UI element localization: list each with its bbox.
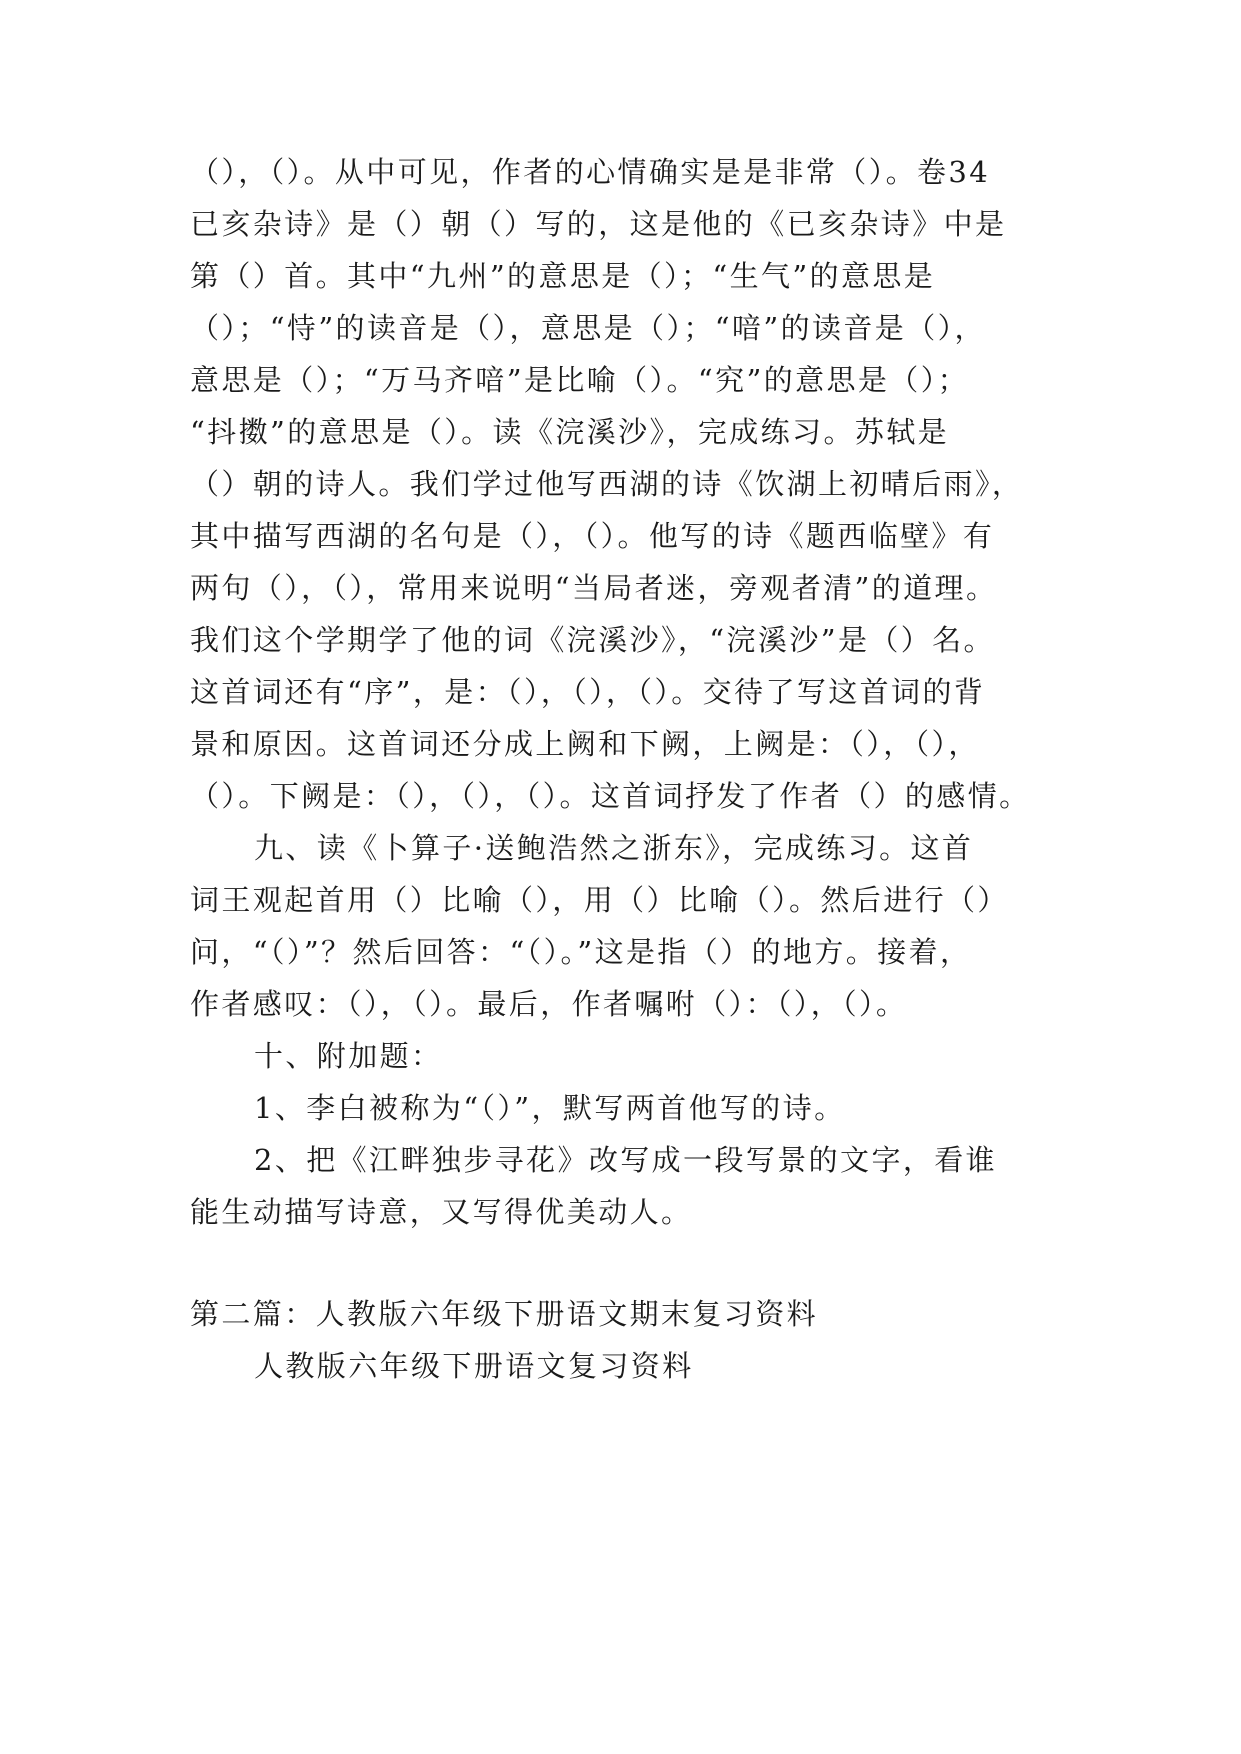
- body-text-line: 问，“（）”？然后回答：“（）。”这是指（）的地方。接着，: [190, 935, 972, 969]
- body-text-line: （）。下阙是：（），（），（）。这首词抒发了作者（）的感情。: [190, 779, 1031, 813]
- body-text-line: 其中描写西湖的名句是（），（）。他写的诗《题西临壁》有: [190, 519, 995, 553]
- body-text-line: （），（）。从中可见，作者的心情确实是是非常（）。卷34: [190, 155, 991, 189]
- body-text-line: 作者感叹：（），（）。最后，作者嘱咐（）：（），（）。: [190, 987, 908, 1021]
- body-text-line: 我们这个学期学了他的词《浣溪沙》，“浣溪沙”是（）名。: [190, 623, 995, 657]
- body-text-line: 第（）首。其中“九州”的意思是（）；“生气”的意思是: [190, 259, 936, 293]
- body-text-line: 这首词还有“序”，是：（），（），（）。交待了写这首词的背: [190, 675, 986, 709]
- body-text-line: （）朝的诗人。我们学过他写西湖的诗《饮湖上初晴后雨》，: [190, 467, 1024, 501]
- section-heading-nine: 九、读《卜算子·送鲍浩然之浙东》，完成练习。这首: [254, 831, 974, 865]
- chapter-subtitle: 人教版六年级下册语文复习资料: [254, 1349, 694, 1383]
- chapter-title: 第二篇：人教版六年级下册语文期末复习资料: [190, 1297, 819, 1331]
- body-text-line: 两句（），（），常用来说明“当局者迷，旁观者清”的道理。: [190, 571, 998, 605]
- question-item-2: 2、把《江畔独步寻花》改写成一段写景的文字，看谁: [254, 1143, 998, 1177]
- body-text-line: 能生动描写诗意，又写得优美动人。: [190, 1195, 693, 1229]
- body-text-line: 词王观起首用（）比喻（），用（）比喻（）。然后进行（）: [190, 883, 1009, 917]
- question-item-1: 1、李白被称为“（）”，默写两首他写的诗。: [254, 1091, 846, 1125]
- body-text-line: “抖擞”的意思是（）。读《浣溪沙》，完成练习。苏轼是: [190, 415, 950, 449]
- body-text-line: 意思是（）；“万马齐喑”是比喻（）。“究”的意思是（）；: [190, 363, 970, 397]
- body-text-line: 景和原因。这首词还分成上阙和下阙，上阙是：（），（），: [190, 727, 980, 761]
- body-text-line: （）；“恃”的读音是（），意思是（）；“喑”的读音是（），: [190, 311, 986, 345]
- section-heading-ten: 十、附加题：: [254, 1039, 443, 1073]
- body-text-line: 已亥杂诗》是（）朝（）写的，这是他的《已亥杂诗》中是: [190, 207, 1007, 241]
